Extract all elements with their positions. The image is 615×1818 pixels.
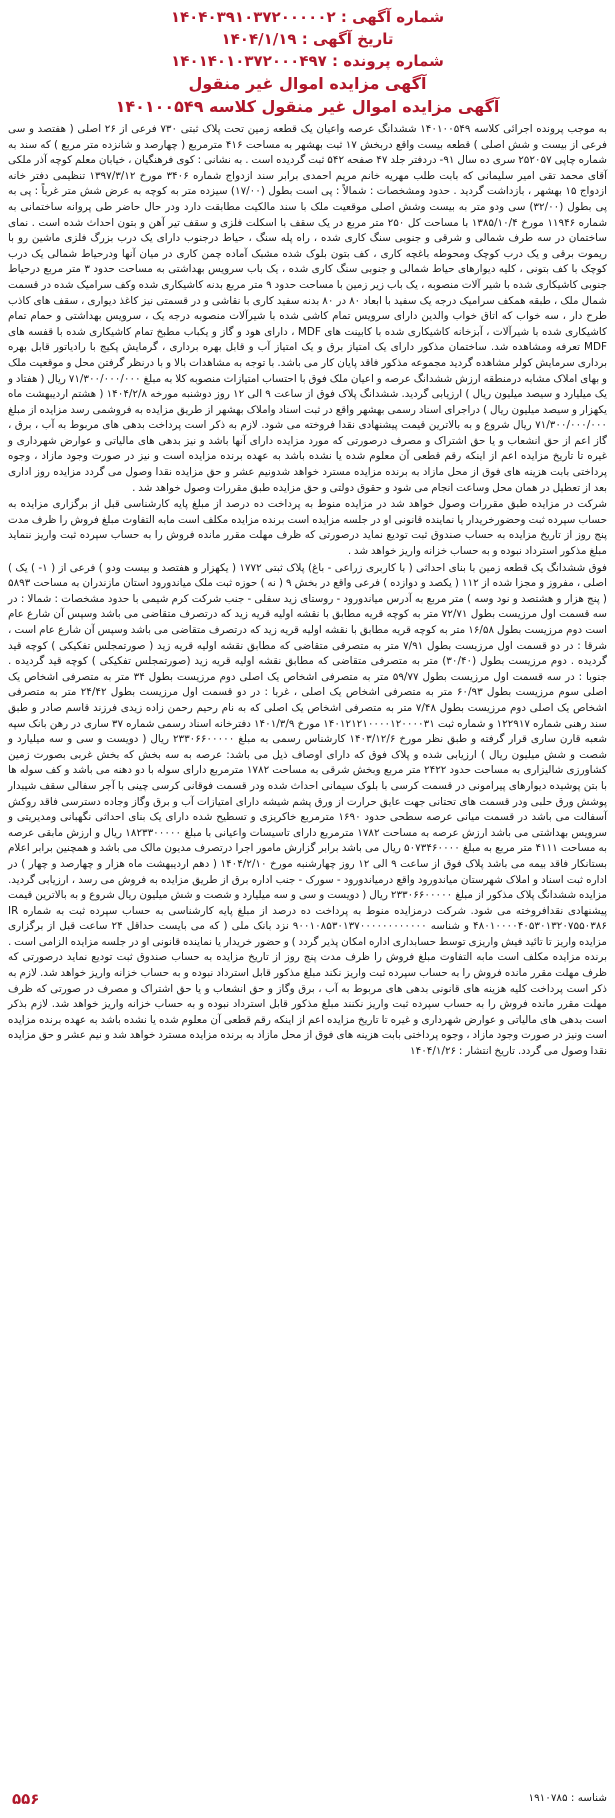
notice-body (8, 122, 607, 1060)
notice-number: شماره آگهی : ۱۴۰۴۰۳۹۱۰۳۷۲۰۰۰۰۰۲ (170, 8, 445, 26)
paragraph-property-2: فوق ششدانگ یک قطعه زمین با بنای احداثی ( با کاربری زراعی - باغ) پلاک ثبتی ۱۷۷۲ ( یکهزار و هفتصد و بیست ودو ) فرعی از ( ۱- ) یک ) اصلی ، مفروز و مجزا شده از ۱۱۲ ( یکصد و دوازده ) فرعی واقع در بخش ۹ ( نه ) حوزه ثبت ملک میاندورود استان مازندران به مساحت ۵۸۹۳ ( پنج هزار و هشتصد و نود وسه ) متر مربع به آدرس میاندورود - روستای زید سفلی - جنب شرکت کرم شیمی با حدود مشخصات : شمالا : در سه قسمت اول مرزیست بطول ۷۲/۷۱ متر به کوچه قریه مطابق با نقشه اولیه قریه زید که درتصرف متقاضی می باشد وسپس آن شارع عام است دوم مرزیست بطول ۱۶/۵۸ متر به کوچه قریه مطابق با نقشه اولیه قریه زید که درتصرف متقاضی می باشد وسپس آن شارع عام است ، شرقا : در دو قسمت اول مرزیست بطول ۷/۹۱ متر به متصرفی متقاضی که مطابق نقشه اولیه قریه زید ( صورتمجلس تفکیکی ) کوچه قید گردیده . دوم مرزیست بطول (۳۰/۴۰) متر به متصرفی متقاضی که مطابق نقشه اولیه قریه زید (صورتمجلس تفکیکی ) کوچه قید گردیده . جنوبا : در سه قسمت اول مرزیست بطول ۵۹/۷۷ متر به متصرفی اشخاص یک اصلی دوم مرزیست بطول ۳۴ متر به متصرفی اشخاص یک اصلی سوم مرزیست بطول ۶۰/۹۳ متر به متصرفی اشخاص یک اصلی ، غربا : در دو قسمت اول مرزیست بطول ۲۴/۴۲ متر به متصرفی اشخاص یک اصلی دوم مرزیست بطول ۷/۴۸ متر به متصرفی اشخاص یک اصلی که به نام رحیم رحمن زاده زیدی فرزند قاسم صادر و طبق سند رهنی شماره ۱۲۲۹۱۷ و شماره ثبت ۱۴۰۱۲۱۲۱۰۰۰۰۱۲۰۰۰۰۳۱ مورخ ۱۴۰۱/۳/۹ دفترخانه اسناد رسمی شماره ۳۷ ساری در رهن بانک سپه شعبه قارن ساری قرار گرفته و طبق نظر مورخ ۱۴۰۳/۱۲/۶ کارشناس رسمی به مبلغ ۲۳۳۰۶۶۰۰۰۰۰ ریال ( دویست و سی و سه میلیارد و شصت و شش میلیون ریال ) ارزیابی شده و پلاک فوق که دارای اوصاف ذیل می باشد: عرصه به سه بخش که بخش غربی بصورت زمین کشاورزی شالیزاری به مساحت حدود ۲۴۲۲ متر مربع وبخش شرقی به مساحت ۱۷۸۲ مترمربع دارای سوله با دو دهنه می باشد و کف سوله ها با بتن پوشیده دیوارهای پیرامونی در قسمت کرسی با بلوک سیمانی احداث شده ودر قسمت فوقانی کرسی چینی با آجر سفالی سقف شیبدار پوشش ورق حلبی ودر قسمت های تحتانی جهت عایق حرارت از ورق پشم شیشه دارای امتیازات آب و برق وگاز وجاده دسترسی فاقد روکش آسفالت می باشد در قسمت میانی عرصه سطحی حدود ۱۶۹۰ مترمربع خاکریزی و تسطیح شده دارای یک بنای احداثی نگهبانی ومدیریتی و سرویس بهداشتی می باشد ارزش عرصه به مساحت ۱۷۸۲ مترمربع دارای تاسیسات واعیانی با مبلغ ۱۸۲۳۳۰۰۰۰۰ ریال و ارزش مابقی عرصه به مساحت ۴۱۱۱ متر مربع به مبلغ ۵۰۷۳۴۶۰۰۰۰ ریال می باشد برابر گزارش مامور اجرا درتصرف مدیون مالک می باشد و همچنین برابر اعلام بستانکار فاقد بیمه می باشد پلاک فوق از ساعت ۹ الی ۱۲ روز چهارشنبه مورخ ۱۴۰۴/۲/۱۰ ( دهم اردیبهشت ماه هزار و چهارصد و چهار ) در اداره ثبت اسناد و املاک شهرستان میاندورود واقع درمیاندورود - سورک - جنب اداره برق از طریق مزایده به فروش می رسد ، ارزیابی گردید. مزایده ششدانگ پلاک مذکور از مبلغ ۲۳۳۰۶۶۰۰۰۰۰ ریال ( دویست و سی و سه میلیارد و شصت و شش میلیون ریال شروع و به بالاترین قیمت پیشنهادی نقدافروخته می شود. شرکت درمزایده منوط به پرداخت ده درصد از مبلغ پایه کارشناسی به حساب سپرده ثبت به شماره IR ۴۸۰۱۰۰۰۰۴۰۵۳۰۱۳۲۰۷۵۵۰۳۸۶ و شناسه ۹۰۰۱۰۸۵۳۰۱۳۷۰۰۰۰۰۰۰۰۰۰۰۰ نزد بانک ملی ( که می بایست حداقل ۲۴ ساعت قبل از برگزاری مزایده واریز تا تائید فیش واریزی توسط حسابداری اداره امکان پذیر گردد ) و حضور خریدار یا نماینده قانونی او در جلسه مزایده الزامی است . برنده مزایده مکلف است مابه التفاوت مبلغ فروش را ظرف مدت پنج روز از تاریخ مزایده به حساب صندوق ثبت تودیع نماید درصورتی که ظرف مهلت مقرر مانده فروش را به حساب سپرده ثبت واریز نکند مبلغ مذکور قابل استرداد نبوده و به حساب خزانه واریز خواهد شد. لازم به ذکر است پرداخت کلیه هزینه های قانونی بدهی های مربوط به آب ، برق وگاز و حق انشعاب و یا حق اشتراک و مصرف در صورتی که ظرف مهلت مقرر مانده فروش را به حساب سپرده ثبت واریز نکنند مبلغ مذکور قابل استرداد نبوده و به حساب خزانه واریز خواهد شد. لازم بذکر است بدهی های مالیاتی و عوارض شهرداری و غیره تا تاریخ مزایده اعم از اینکه رقم قطعی آن معلوم شده یا نشده باشد به عهده برنده مزایده است ونیز در صورت وجود مازاد ، وجوه پرداختی بابت هزینه های فوق از محل مازاد به برنده مزایده مسترد خواهد شد و نیم عشر و حق مزایده نقدا وصول می گردد. تاریخ انتشار : ۱۴۰۴/۱/۲۶ (8, 561, 608, 1058)
paragraph-property-1: به موجب پرونده اجرائی کلاسه ۱۴۰۱۰۰۵۴۹ ششدانگ عرصه واعیان یک قطعه زمین تحت پلاک ثبتی ۷۳۰ فرعی از ۲۶ اصلی ( هفتصد و سی فرعی از بیست و شش اصلی ) قطعه بیست واقع دربخش ۱۷ ثبت بهشهر به مساحت ۴۱۶ مترمربع ( چهارصد و شانزده متر مربع ) که سند به شماره چاپی ۲۵۲۰۵۷ سری ده سال ۹۱- دردفتر جلد ۴۷ صفحه ۵۴۲ ثبت گردیده است . به نشانی : کوی فرهنگیان ، خیابان معلم کوچه آذر ملکی آقای محمد تقی امیر سلیمانی که بابت طلب مهریه خانم مریم احمدی برابر سند ازدواج شماره ۳۴۰۶ مورخ ۱۳۹۷/۳/۱۲ تنظیمی دفتر خانه ازدواج ۱۵ بهشهر ، بازداشت گردید . حدود ومشخصات : شمالاً : پی است بطول (۱۷/۰۰) سیزده متر به کوچه به عرض شش متر غرباً : پی به پی بطول (۳۲/۰۰) سی ودو متر به بیست وشش اصلی موقعیت ملک با سند مالکیت مطابقت دارد ودر حال حاضر طی پروانه ساختمانی به شماره ۱۱۹۴۶ مورخ ۱۳۸۵/۱۰/۴ با مساحت کل ۲۵۰ متر مربع در یک سقف با اسکلت فلزی و سقف تیر آهن و بتون احداث شده است . نمای ساختمان در سه طرف شمالی و شرقی و جنوبی سنگ کاری شده ، راه پله سنگ ، حیاط درجنوب دارای یک درب بزرگ فلزی ماشین رو با ریموت برقی و یک درب کوچک ومحوطه باغچه کاری ، کف بتون بلوک شده مشبک آماده چمن کاری در میان آنها ودرحیاط شمالی یک درب کوچک با کف بتونی ، کلیه دیوارهای حیاط شمالی و جنوبی سنگ کاری شده ، یک باب سرویس بهداشتی به مساحت حدود ۳ متر مربع درحیاط جنوبی کاشیکاری شده با شیر آلات منصوبه ، یک باب زیر زمین با مساحت حدود ۹ متر مربع بدنه کاشیکاری شده وکف سرامیک شده در قسمت شمال ملک ، طبقه همکف سرامیک درجه یک سفید با ابعاد ۸۰ در ۸۰ بدنه سفید کاری با نقاشی و در قسمتی نیز کاغذ دیواری ، سقف های کاذب طرح دار ، سه خواب که اتاق خواب والدین دارای سرویس تمام کاشی شده با شیرآلات منصوبه درجه یک ، سرویس بهداشتی و حمام تمام کاشیکاری شده با شیرآلات ، آبزخانه کاشیکاری شده با کابینت های MDF ، دارای هود و گاز و یکباب مطبخ تمام کاشیکاری شده با قفسه های MDF تعرفه ومشاهده شد. ساختمان مذکور دارای یک امتیاز برق و یک امتیاز آب و قابل بهره برداری ، گرمایش پکیج با رادیاتور قابل بهره برداری سرمایش کولر مشاهده گردید مجموعه مذکور فاقد پایان کار می باشد. با توجه به مشاهدات بالا و با درنظر گرفتن محل و موقعیت ملک و بهای املاک مشابه درمنطقه ارزش ششدانگ عرصه و اعیان ملک فوق با احتساب امتیازات منصوبه کلا به مبلغ ۷۱/۳۰۰/۰۰۰/۰۰۰ ریال ( هفتاد و یک میلیارد و سیصد میلیون ریال ) ارزیابی گردید. ششدانگ پلاک فوق از ساعت ۹ الی ۱۲ روز دوشنبه مورخه ۱۴۰۴/۲/۸ ( هشتم اردیبهشت ماه یکهزار و سیصد میلیون ریال ) دراجرای اسناد رسمی بهشهر واقع در ثبت اسناد واملاک بهشهر از طریق مزایده به فروشمی رسد مزایده از مبلغ ۷۱/۳۰۰/۰۰۰/۰۰۰ ریال شروع و به بالاترین قیمت پیشنهادی نقدا فروخته می شود. لازم به ذکر است پرداخت بدهی های مربوط به آب ، برق ، گاز اعم از حق انشعاب و یا حق اشتراک و مصرف درصورتی که مورد مزایده دارای آنها باشد و نیز بدهی های مالیاتی و عوارض شهرداری و غیره تا تاریخ مزایده اعم از اینکه رقم قطعی آن معلوم شده یا نشده باشد به عهده برنده مزایده است و نیز در صورت وجود مازاد ، وجوه پرداختی بابت هزینه های فوق از محل مازاد به برنده مزایده مسترد خواهد شدونیم عشر و حق مزایده نقدا وصول می گردد مزایده روز اداری بعد از تعطیل در همان محل وساعت انجام می شود و حقوق دولتی و حق مزایده طبق مقررات وصول خواهد شد . (8, 123, 608, 494)
notice-title: آگهی مزایده اموال غیر منقول (188, 74, 427, 93)
reference-id: شناسه : ۱۹۱۰۷۸۵ (528, 1792, 607, 1804)
notice-header (8, 6, 607, 118)
notice-date: تاریخ آگهی : ۱۴۰۴/۱/۱۹ (221, 30, 394, 48)
notice-page (8, 6, 607, 1812)
notice-subtitle: آگهی مزایده اموال غیر منقول کلاسه ۱۴۰۱۰۰۵۴۹ (115, 97, 500, 116)
page-number: ۵۵۶ (12, 1790, 40, 1808)
notice-footer (8, 1790, 607, 1808)
file-number: شماره پرونده : ۱۴۰۱۴۰۱۰۳۷۲۰۰۰۴۹۷ (171, 52, 444, 70)
paragraph-terms: شرکت در مزایده طبق مقررات وصول خواهد شد در مزایده منوط به پرداخت ده درصد از مبلغ پایه کارشناسی قبل از برگزاری مزایده به حساب سپرده ثبت وحضورخریدار یا نماینده قانونی او در جلسه مزایده است برنده مزایده مکلف است مابه التفاوت مبلغ فروش را ظرف مدت پنج روز از تاریخ مزایده به حساب صندوق ثبت تودیع نماید درصورتی که ظرف مهلت مقرر مانده فروش را به حساب سپرده ثبت واریز ننماید مبلغ مذکور استرداد نبوده و به حساب خزانه واریز خواهد شد . (8, 498, 607, 558)
